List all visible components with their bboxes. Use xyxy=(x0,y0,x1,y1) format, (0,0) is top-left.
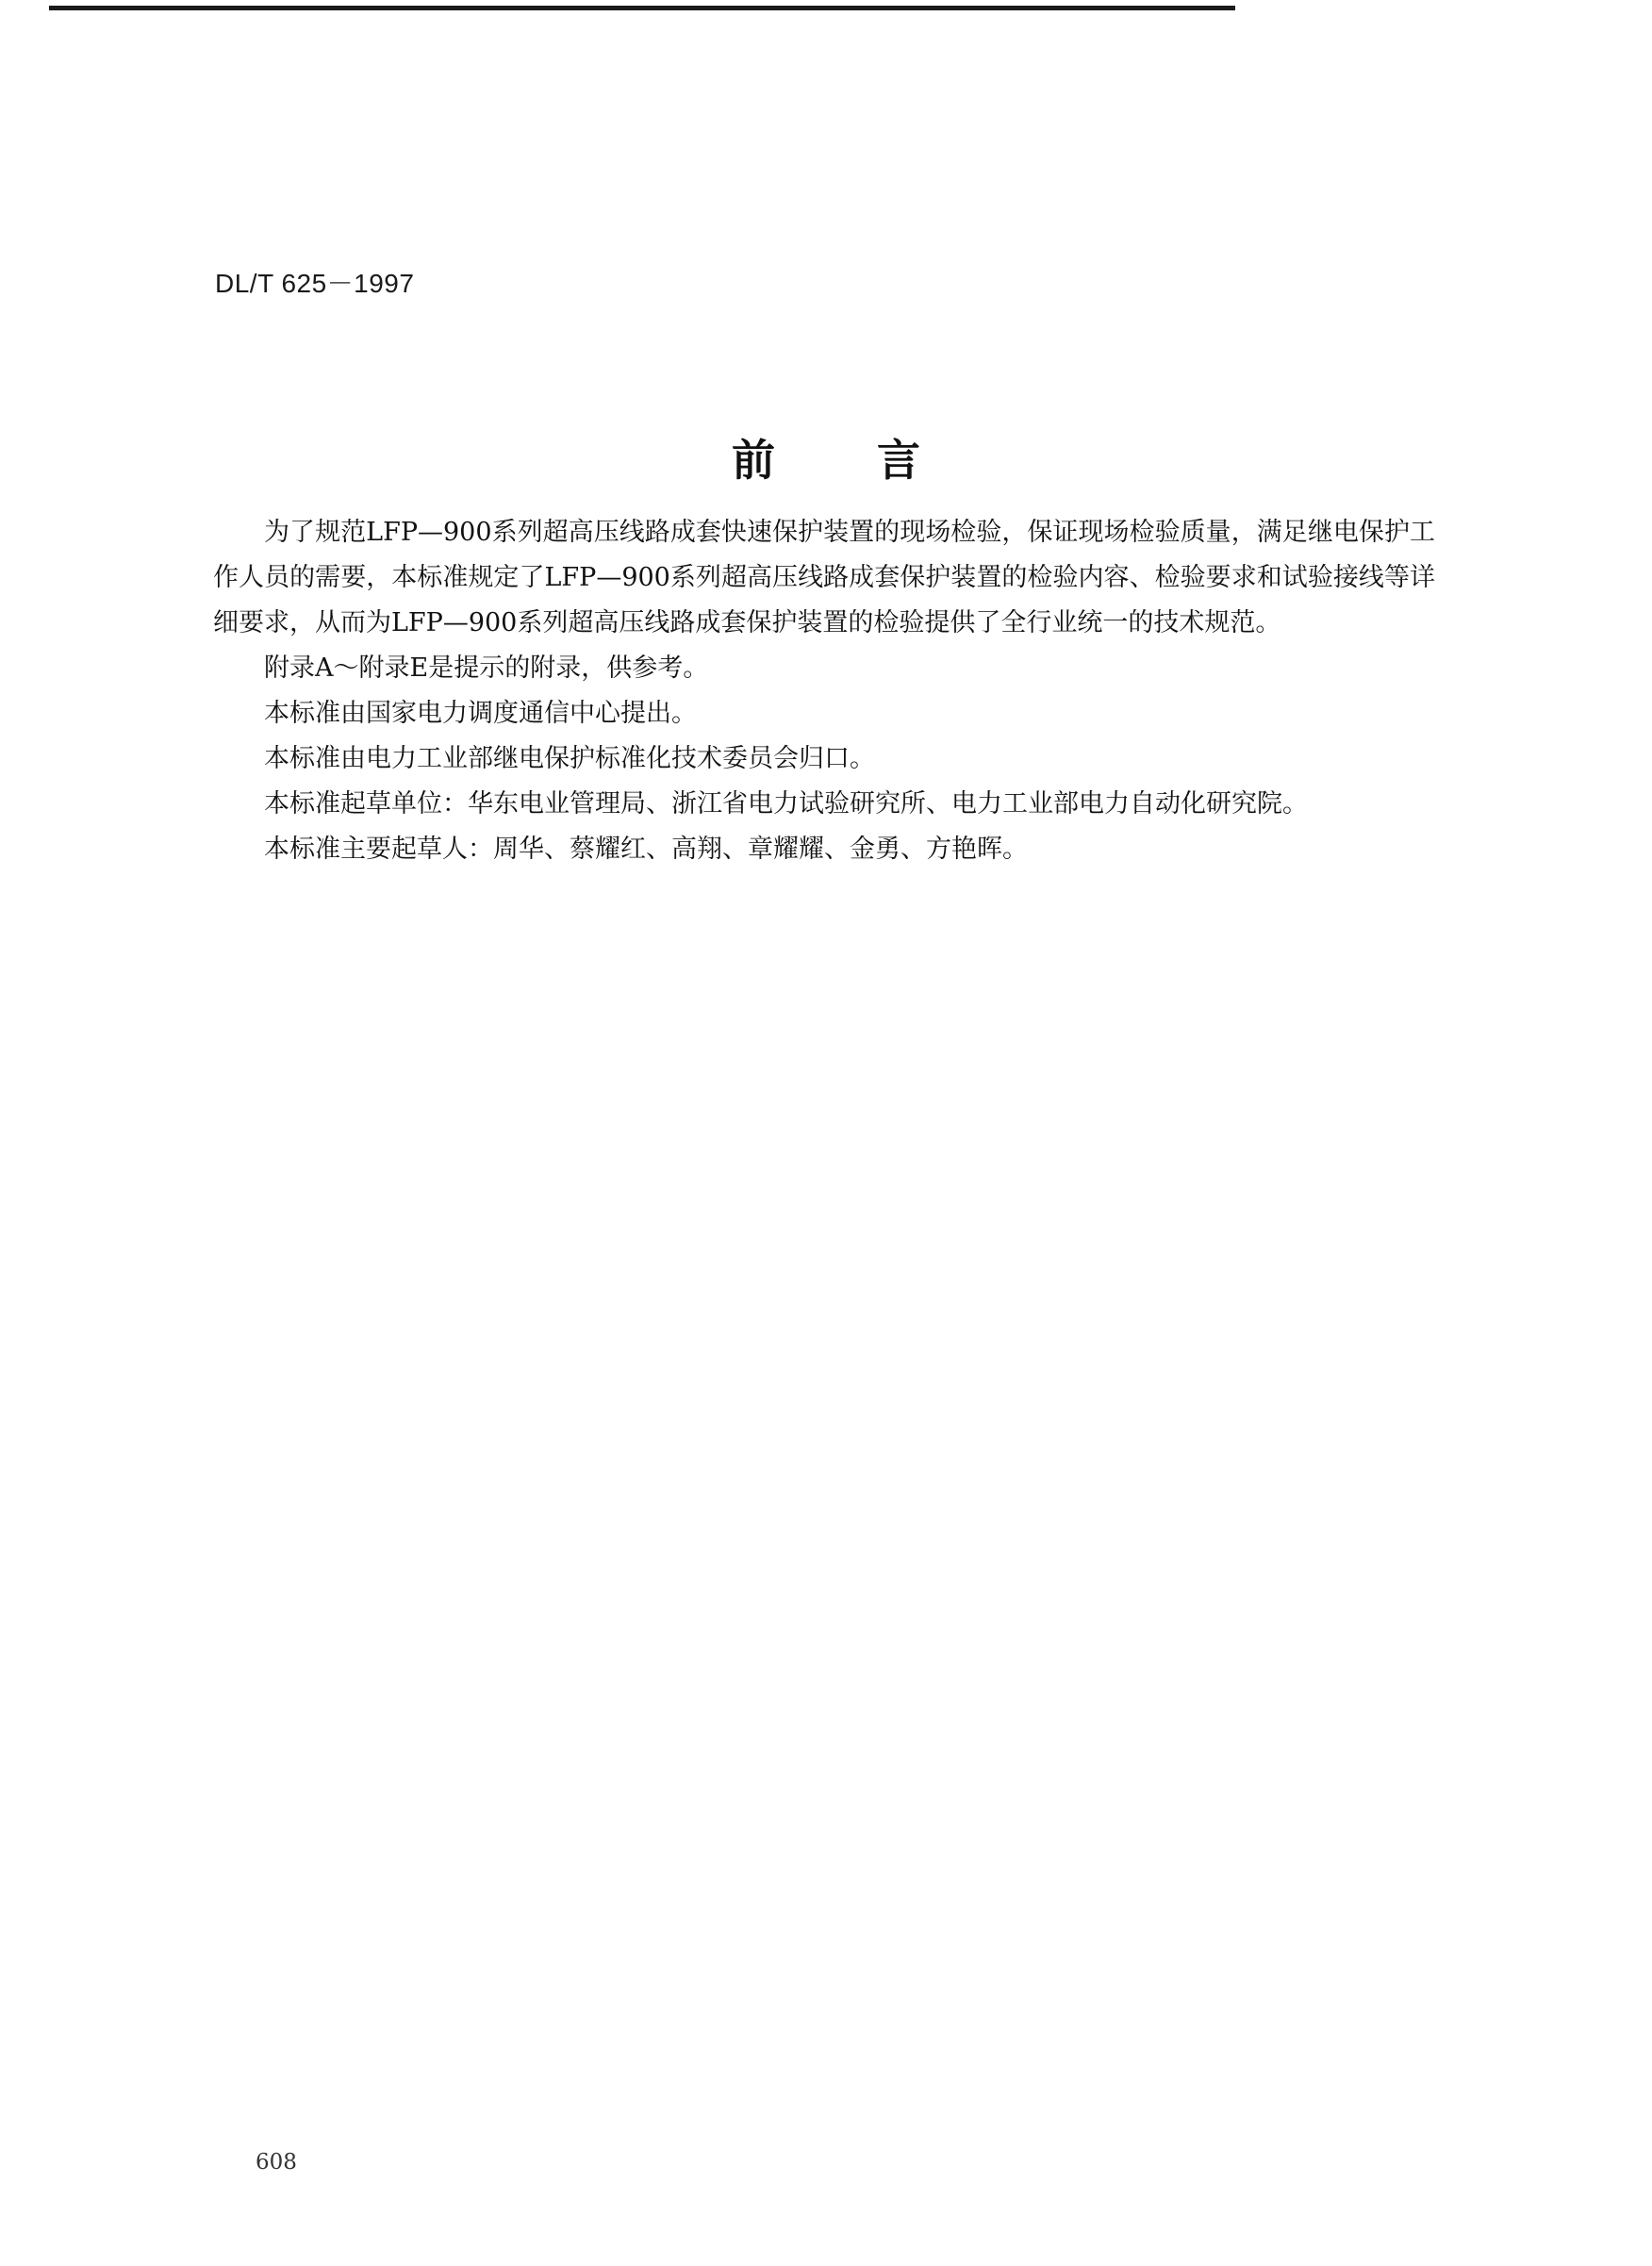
paragraph-committee: 本标准由电力工业部继电保护标准化技术委员会归口。 xyxy=(264,744,875,773)
page-number: 608 xyxy=(256,2150,297,2175)
top-rule xyxy=(49,6,1235,10)
standard-number: DL/T 625－1997 xyxy=(215,269,415,298)
paragraph-drafters: 本标准主要起草人：周华、蔡耀红、高翔、章耀耀、金勇、方艳晖。 xyxy=(264,835,1028,864)
paragraph-purpose: 为了规范LFP—900系列超高压线路成套快速保护装置的现场检验，保证现场检验质量，满足继电保护工作人员的需要，本标准规定了LFP—900系列超高压线路成套保护装置的检验内容、检验要求和试验接线等详细要求，从而为LFP—900系列超高压线路成套保护装置的检验提供了全行业统一的技术规范。 xyxy=(213,518,1435,637)
paragraph-appendix: 附录A～附录E是提示的附录，供参考。 xyxy=(264,653,709,683)
paragraph-proposer: 本标准由国家电力调度通信中心提出。 xyxy=(264,699,697,728)
foreword-body xyxy=(213,510,1435,872)
paragraph-drafting-units: 本标准起草单位：华东电业管理局、浙江省电力试验研究所、电力工业部电力自动化研究院。 xyxy=(264,789,1308,819)
page-title: 前言 xyxy=(732,435,1022,486)
